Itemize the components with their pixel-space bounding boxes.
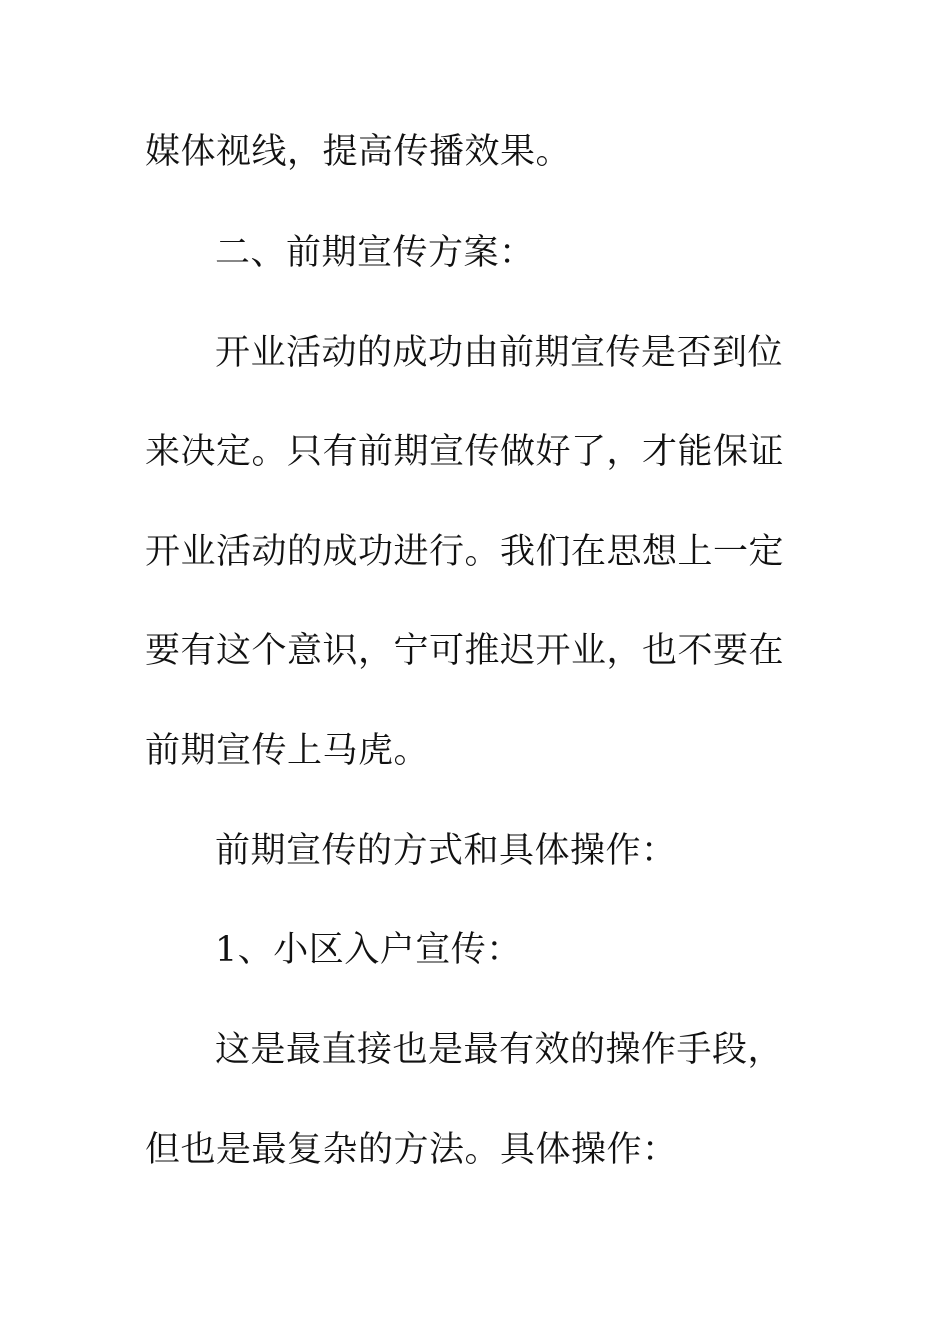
paragraph-line-2: 来决定。只有前期宣传做好了，才能保证 xyxy=(145,432,785,472)
list-item-heading: 1、小区入户宣传： xyxy=(215,930,522,970)
paragraph-line-5: 前期宣传上马虎。 xyxy=(145,731,430,771)
paragraph2-line-1: 这是最直接也是最有效的操作手段， xyxy=(215,1030,784,1070)
paragraph-line-3: 开业活动的成功进行。我们在思想上一定 xyxy=(145,532,785,572)
text-line-1: 媒体视线，提高传播效果。 xyxy=(145,132,572,172)
paragraph-line-1: 开业活动的成功由前期宣传是否到位 xyxy=(215,333,784,373)
paragraph-line-4: 要有这个意识，宁可推迟开业，也不要在 xyxy=(145,631,785,671)
paragraph2-line-2: 但也是最复杂的方法。具体操作： xyxy=(145,1130,678,1170)
subheading: 前期宣传的方式和具体操作： xyxy=(215,831,677,871)
section-heading: 二、前期宣传方案： xyxy=(215,233,535,273)
